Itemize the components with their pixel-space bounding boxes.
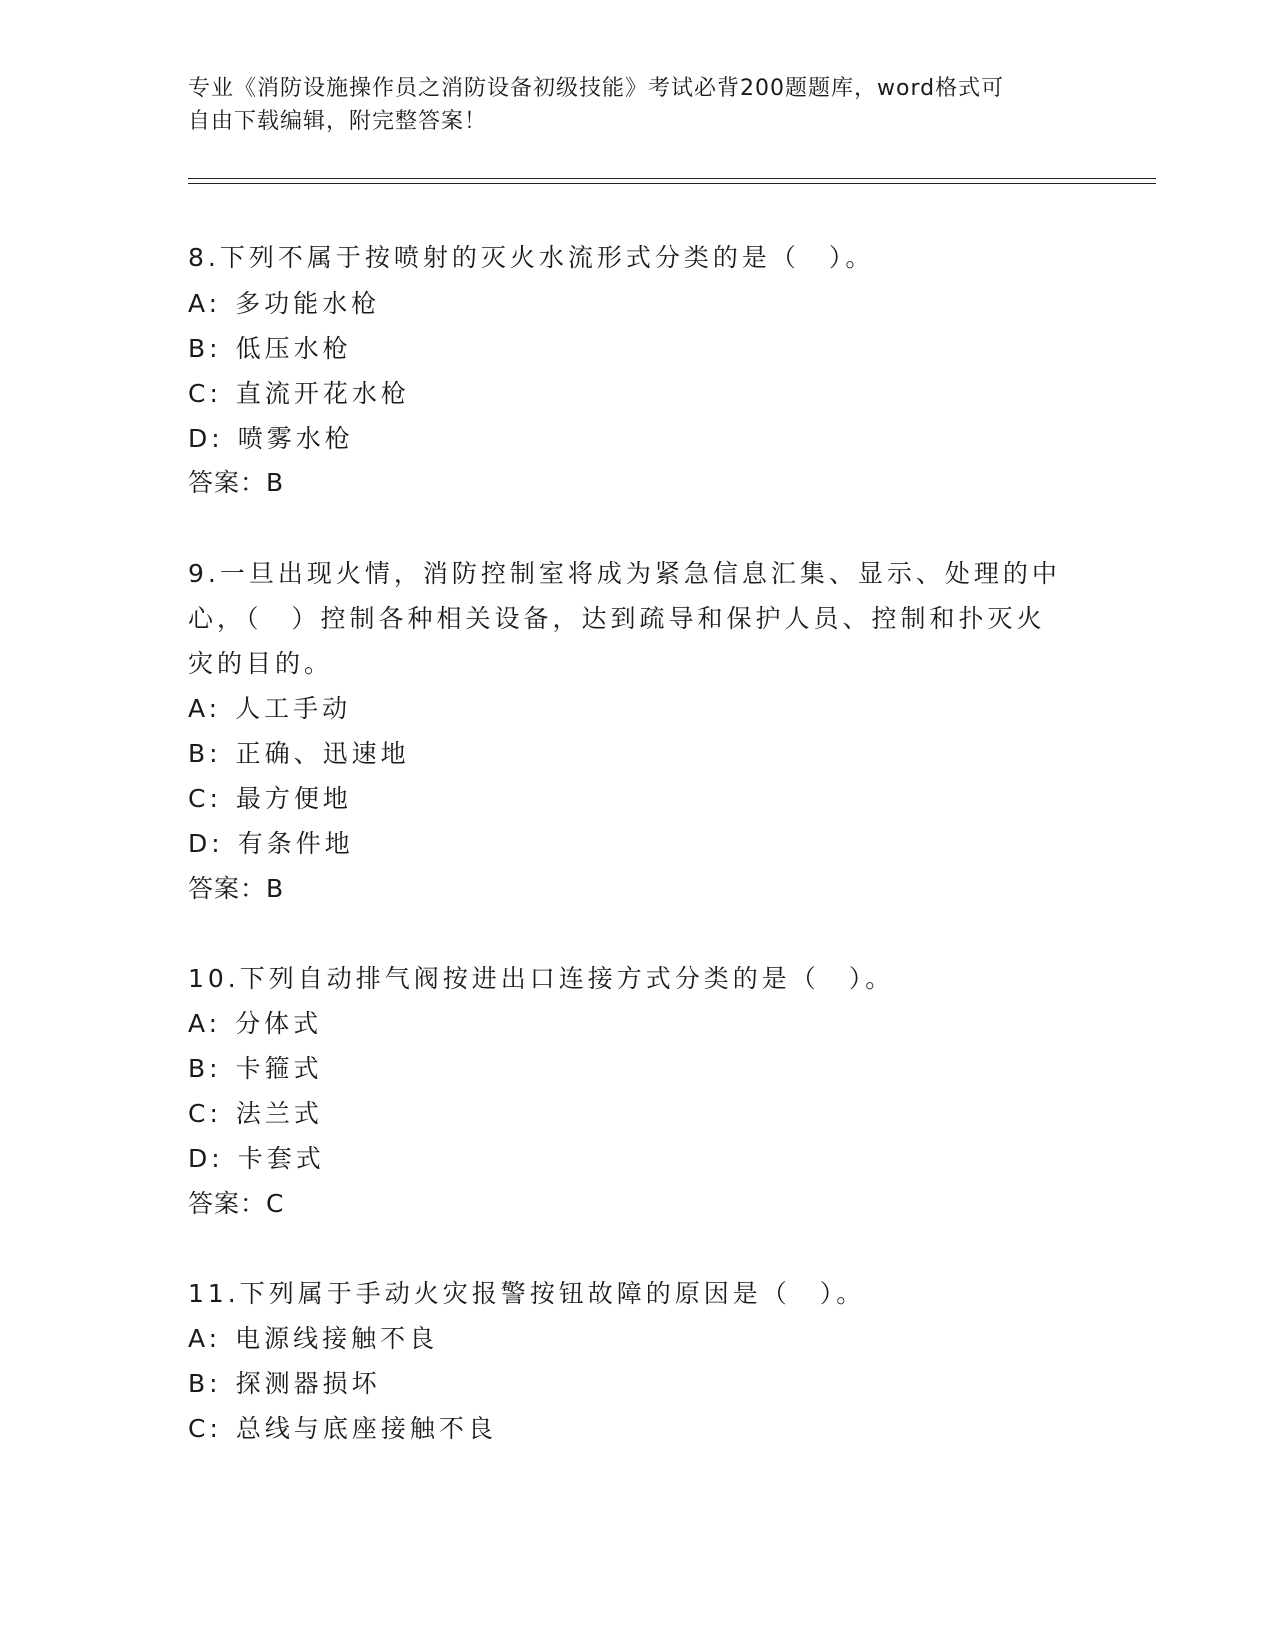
option-label: A: (188, 289, 222, 318)
question-9-stem-line-2: 心，（ ）控制各种相关设备，达到疏导和保护人员、控制和扑灭火 (188, 604, 1046, 633)
option-text: 总线与底座接触不良 (235, 1414, 497, 1443)
header-line-2: 自由下载编辑，附完整答案！ (188, 109, 488, 134)
question-9-stem-line-1: 9.一旦出现火情，消防控制室将成为紧急信息汇集、显示、处理的中 (188, 559, 1061, 588)
document-header (188, 72, 1068, 138)
question-8-stem: 8.下列不属于按喷射的灭火水流形式分类的是（ ）。 (188, 243, 875, 272)
option-text: 人工手动 (235, 694, 352, 723)
option-label: A: (188, 1009, 222, 1038)
question-8-answer: 答案：B (188, 468, 285, 497)
header-divider-top (188, 178, 1156, 179)
option-label: C: (188, 784, 222, 813)
option-text: 有条件地 (237, 829, 354, 858)
option-label: B: (188, 1054, 222, 1083)
option-label: C: (188, 379, 222, 408)
option-label: C: (188, 1099, 222, 1128)
question-9-answer: 答案：B (188, 874, 285, 903)
question-9-option-c (188, 779, 352, 815)
option-text: 直流开花水枪 (235, 379, 410, 408)
option-label: A: (188, 694, 222, 723)
question-8-option-b (188, 329, 352, 365)
question-10-option-d (188, 1139, 325, 1175)
option-label: B: (188, 739, 222, 768)
option-text: 法兰式 (235, 1099, 323, 1128)
question-10-answer: 答案：C (188, 1189, 285, 1218)
option-text: 多功能水枪 (235, 289, 381, 318)
question-8-option-d (188, 419, 354, 455)
option-text: 卡套式 (237, 1144, 325, 1173)
question-11-option-c (188, 1409, 497, 1445)
option-text: 电源线接触不良 (235, 1324, 439, 1353)
question-10-option-a (188, 1004, 322, 1040)
question-11-stem: 11.下列属于手动火灾报警按钮故障的原因是（ ）。 (188, 1279, 866, 1308)
option-label: B: (188, 1369, 222, 1398)
question-9-option-d (188, 824, 354, 860)
option-text: 分体式 (235, 1009, 323, 1038)
option-text: 最方便地 (235, 784, 352, 813)
question-8-option-c (188, 374, 410, 410)
option-text: 探测器损坏 (235, 1369, 381, 1398)
header-line-1: 专业《消防设施操作员之消防设备初级技能》考试必背200题题库，word格式可 (188, 76, 1005, 101)
option-text: 低压水枪 (235, 334, 352, 363)
question-10-option-c (188, 1094, 323, 1130)
question-11-option-a (188, 1319, 438, 1355)
option-label: C: (188, 1414, 222, 1443)
option-text: 正确、迅速地 (235, 739, 410, 768)
question-11-option-b (188, 1364, 381, 1400)
option-text: 喷雾水枪 (237, 424, 354, 453)
option-label: D: (188, 829, 224, 858)
option-label: D: (188, 424, 224, 453)
question-8-option-a (188, 284, 380, 320)
option-label: A: (188, 1324, 222, 1353)
question-10-option-b (188, 1049, 323, 1085)
option-text: 卡箍式 (235, 1054, 323, 1083)
question-9-option-a (188, 689, 351, 725)
question-9-option-b (188, 734, 410, 770)
question-9-stem-line-3: 灾的目的。 (188, 649, 334, 678)
header-divider-bottom (188, 183, 1156, 184)
option-label: B: (188, 334, 222, 363)
option-label: D: (188, 1144, 224, 1173)
question-10-stem: 10.下列自动排气阀按进出口连接方式分类的是（ ）。 (188, 964, 895, 993)
